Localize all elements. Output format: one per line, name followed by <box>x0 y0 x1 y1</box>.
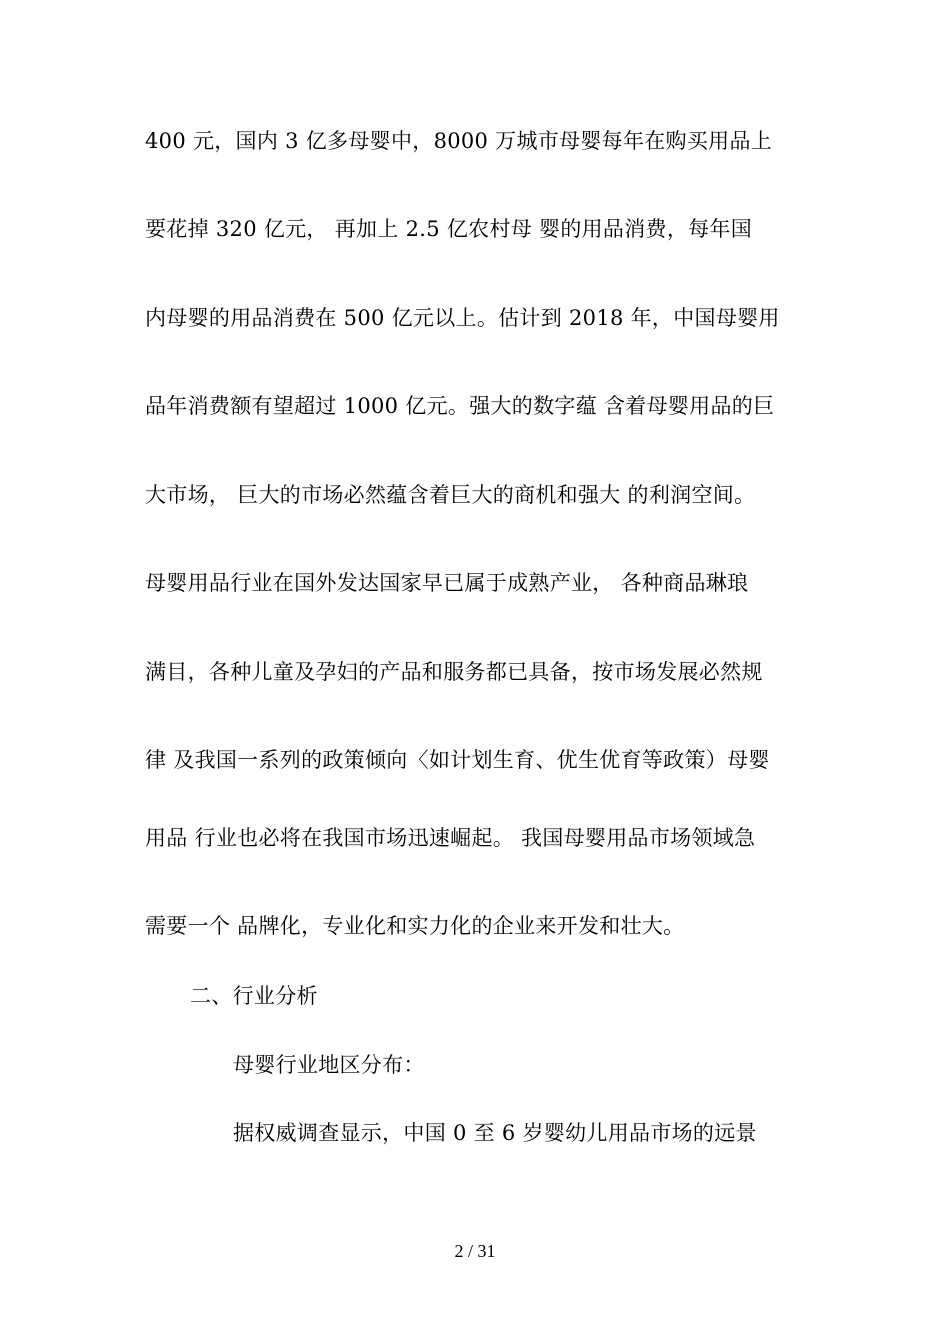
section-heading: 二、行业分析 <box>190 984 318 1008</box>
body-text-line: 满目，各种儿童及孕妇的产品和服务都已具备，按市场发展必然规 <box>145 660 763 684</box>
page-number: 2 / 31 <box>454 1241 496 1261</box>
body-text-line: 品年消费额有望超过 1000 亿元。强大的数字蕴 含着母婴用品的巨 <box>145 394 775 418</box>
body-text-line: 大市场， 巨大的市场必然蕴含着巨大的商机和强大 的利润空间。 <box>145 483 756 507</box>
body-text-line: 400 元，国内 3 亿多母婴中，8000 万城市母婴每年在购买用品上 <box>145 129 773 153</box>
body-text-line: 内母婴的用品消费在 500 亿元以上。估计到 2018 年，中国母婴用 <box>145 306 780 330</box>
body-text-line: 用品 行业也必将在我国市场迅速崛起。 我国母婴用品市场领域急 <box>145 826 756 850</box>
subheading: 母婴行业地区分布： <box>233 1053 425 1077</box>
body-text-line: 要花掉 320 亿元， 再加上 2.5 亿农村母 婴的用品消费，每年国 <box>145 217 753 241</box>
body-text-line: 律 及我国一系列的政策倾向〈如计划生育、优生优育等政策）母婴 <box>145 748 770 772</box>
body-text-line: 需要一个 品牌化，专业化和实力化的企业来开发和壮大。 <box>145 914 685 938</box>
body-text-line: 母婴用品行业在国外发达国家早已属于成熟产业， 各种商品琳琅 <box>145 571 749 595</box>
body-text-line: 据权威调查显示，中国 0 至 6 岁婴幼儿用品市场的远景 <box>233 1121 757 1145</box>
